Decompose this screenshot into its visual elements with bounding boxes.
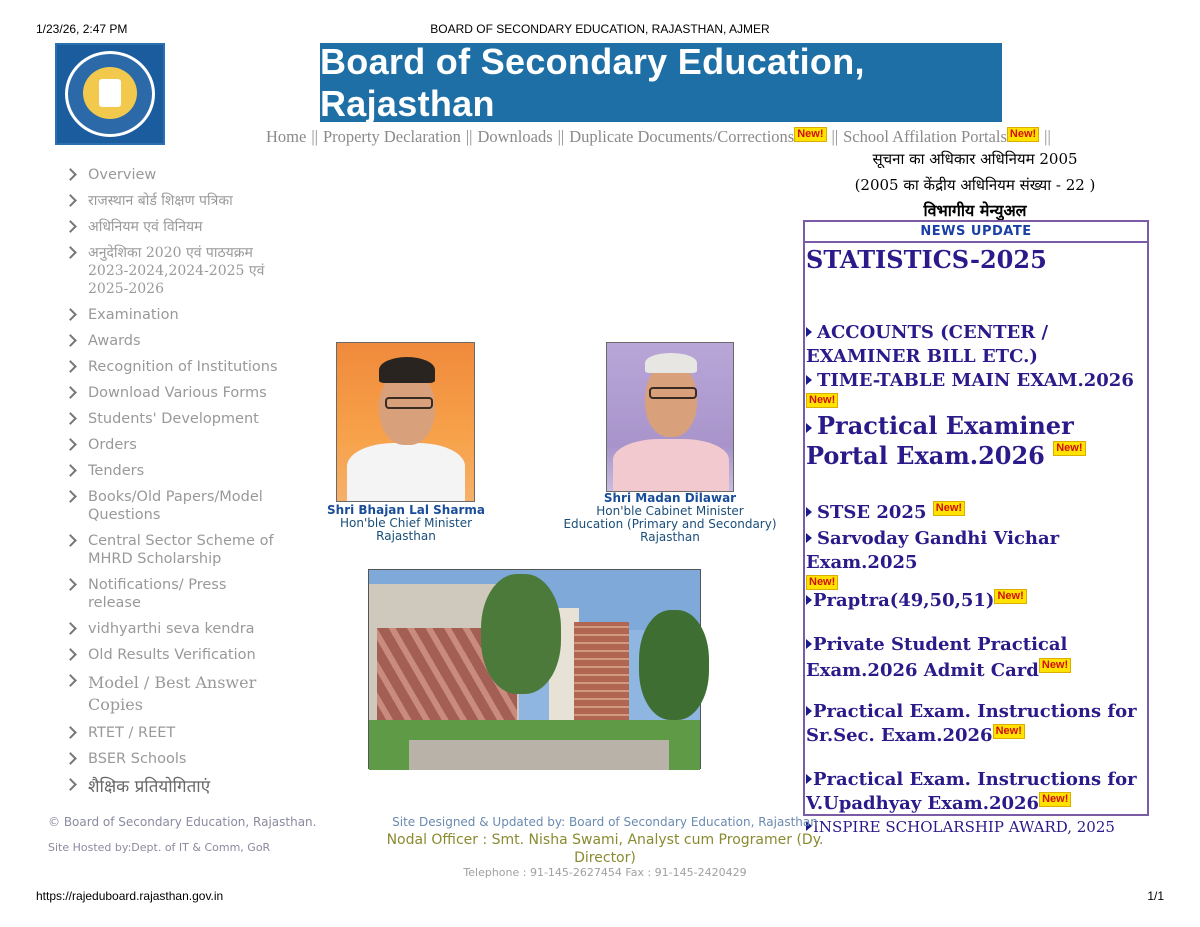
news-item[interactable] — [806, 321, 1145, 369]
sidebar-item-rtet-reet[interactable] — [66, 724, 281, 742]
sidebar-item-recognition[interactable] — [66, 358, 281, 376]
chevron-right-icon — [66, 578, 74, 590]
sidebar-item-shikshan-patrika[interactable] — [66, 192, 281, 210]
site-banner — [320, 40, 1002, 124]
chevron-right-icon — [66, 726, 74, 738]
bser-logo[interactable] — [55, 43, 165, 145]
rti-notice — [820, 146, 1130, 224]
person-place: Rajasthan — [640, 530, 700, 544]
sidebar-item-notifications[interactable] — [66, 576, 281, 612]
nav-separator: || — [831, 127, 839, 146]
person-place: Rajasthan — [376, 529, 436, 543]
sidebar-item-results-verification[interactable] — [66, 646, 281, 664]
rti-line-2: (2005 का केंद्रीय अधिनियम संख्या - 22 ) — [854, 176, 1096, 194]
sidebar-item-label: Students' Development — [88, 411, 259, 427]
photo-tree — [639, 610, 709, 720]
news-item[interactable] — [806, 589, 1145, 613]
chevron-right-icon — [66, 648, 74, 660]
triangle-right-icon — [806, 533, 812, 543]
sidebar-item-label: Books/Old Papers/Model Questions — [88, 489, 263, 523]
news-praptra-link[interactable]: Praptra(49,50,51) — [813, 590, 995, 611]
triangle-right-icon — [806, 375, 812, 385]
logo-mark — [99, 79, 121, 107]
photo-road — [409, 740, 669, 770]
sidebar-item-examination[interactable] — [66, 306, 281, 324]
banner-title: Board of Secondary Education, Rajasthan — [320, 40, 865, 124]
sidebar-item-label: Overview — [88, 167, 157, 183]
sidebar-item-awards[interactable] — [66, 332, 281, 350]
photo-building-block — [574, 622, 629, 722]
chevron-right-icon — [66, 412, 74, 424]
news-item[interactable] — [806, 369, 1145, 417]
top-navigation — [266, 127, 1126, 147]
footer-designed: Site Designed & Updated by: Board of Secondary Education, Rajasthan — [392, 815, 818, 829]
sidebar-item-old-papers[interactable] — [66, 488, 281, 524]
person-dept: Education (Primary and Secondary) — [563, 517, 777, 531]
sidebar-item-label: Tenders — [88, 463, 145, 479]
chevron-right-icon — [66, 246, 74, 258]
news-statistics-link[interactable]: STATISTICS-2025 — [806, 245, 1047, 274]
news-stse-link[interactable]: STSE 2025 — [817, 502, 927, 523]
chief-minister-photo — [336, 342, 475, 502]
new-badge: New! — [1039, 792, 1071, 807]
news-accounts-link[interactable]: ACCOUNTS (CENTER / EXAMINER BILL ETC.) — [806, 322, 1049, 367]
rti-line-1: सूचना का अधिकार अधिनियम 2005 — [872, 150, 1078, 168]
sidebar-item-label: vidhyarthi seva kendra — [88, 621, 255, 637]
sidebar-item-label: शैक्षिक प्रतियोगिताएं — [88, 777, 211, 797]
sidebar-item-tenders[interactable] — [66, 462, 281, 480]
news-sarvoday-link[interactable]: Sarvoday Gandhi Vichar Exam.2025 — [806, 528, 1060, 573]
chevron-right-icon — [66, 386, 74, 398]
sidebar-item-label: Model / Best Answer Copies — [88, 673, 257, 714]
photo-glasses — [649, 387, 697, 399]
print-url: https://rajeduboard.rajasthan.gov.in — [36, 889, 224, 903]
news-practical-portal-link[interactable]: Practical Examiner Portal Exam.2026 — [806, 411, 1074, 470]
new-badge: New! — [993, 724, 1025, 739]
footer-copyright: © Board of Secondary Education, Rajasthan. — [48, 815, 317, 829]
footer-nodal-officer: Nodal Officer : Smt. Nisha Swami, Analyst cum Programer (Dy. Director) — [386, 832, 824, 866]
sidebar-item-anudeshika[interactable] — [66, 244, 281, 298]
chevron-right-icon — [66, 752, 74, 764]
chevron-right-icon — [66, 334, 74, 346]
sidebar-item-label: Examination — [88, 307, 179, 323]
news-list[interactable] — [805, 243, 1147, 836]
photo-shirt — [613, 439, 729, 491]
new-badge: New! — [794, 127, 826, 142]
news-item[interactable] — [806, 501, 1145, 525]
triangle-right-icon — [806, 595, 812, 605]
photo-hair — [645, 353, 697, 373]
news-update-box — [803, 220, 1149, 836]
triangle-right-icon — [806, 706, 812, 716]
education-minister-caption — [560, 492, 780, 544]
sidebar-item-label: Recognition of Institutions — [88, 359, 278, 375]
footer-telephone: Telephone : 91-145-2627454 Fax : 91-145-2420429 — [463, 866, 747, 879]
print-datetime: 1/23/26, 2:47 PM — [36, 22, 128, 36]
new-badge: New! — [1053, 441, 1085, 456]
news-item[interactable] — [806, 411, 1145, 471]
news-update-header: NEWS UPDATE — [805, 222, 1147, 243]
person-title: Hon'ble Chief Minister — [339, 516, 473, 530]
sidebar-item-answer-copies[interactable] — [66, 672, 281, 716]
chevron-right-icon — [66, 360, 74, 372]
sidebar-item-mhrd-scholarship[interactable] — [66, 532, 281, 568]
photo-hair — [379, 357, 435, 383]
sidebar-item-label: Central Sector Scheme of MHRD Scholarship — [88, 533, 274, 567]
education-minister-photo — [606, 342, 734, 492]
chief-minister-caption — [326, 504, 486, 543]
sidebar-item-label: RTET / REET — [88, 725, 176, 741]
print-title: BOARD OF SECONDARY EDUCATION, RAJASTHAN, AJMER — [430, 22, 770, 36]
sidebar-item-competitions[interactable] — [66, 776, 281, 798]
photo-shirt — [347, 443, 465, 501]
chevron-right-icon — [66, 778, 74, 790]
sidebar-item-label: राजस्थान बोर्ड शिक्षण पत्रिका — [88, 193, 233, 209]
sidebar-item-bser-schools[interactable] — [66, 750, 281, 768]
print-page-number: 1/1 — [1147, 889, 1164, 903]
news-item[interactable] — [806, 632, 1145, 684]
news-instructions-vu-link[interactable]: Practical Exam. Instructions for V.Upadhyay Exam.2026 — [806, 769, 1137, 814]
sidebar-item-download-forms[interactable] — [66, 384, 281, 402]
new-badge: New! — [1039, 658, 1071, 673]
news-item[interactable] — [806, 700, 1145, 748]
news-private-practical-link[interactable]: Private Student Practical Exam.2026 Admit Card — [806, 634, 1068, 681]
photo-glasses — [385, 397, 433, 409]
chevron-right-icon — [66, 194, 74, 206]
print-footer — [36, 889, 1164, 905]
new-badge: New! — [806, 575, 838, 590]
board-building-photo — [368, 569, 701, 769]
chevron-right-icon — [66, 674, 74, 686]
chevron-right-icon — [66, 438, 74, 450]
sidebar-item-label: BSER Schools — [88, 751, 187, 767]
nav-separator: || — [311, 127, 318, 146]
rti-departmental-manual-link[interactable]: विभागीय मेन्युअल — [923, 201, 1027, 220]
sidebar-item-label: Old Results Verification — [88, 647, 256, 663]
nav-home-link[interactable]: Home — [266, 127, 307, 146]
nav-separator: || — [1044, 127, 1051, 146]
person-name: Shri Madan Dilawar — [603, 491, 737, 505]
new-badge: New! — [806, 393, 838, 408]
sidebar-item-label: अनुदेशिका 2020 एवं पाठयक्रम 2023-2024,2024-2025 एवं 2025-2026 — [88, 245, 265, 297]
chevron-right-icon — [66, 490, 74, 502]
nav-property-declaration-link[interactable]: Property Declaration — [322, 127, 461, 146]
chevron-right-icon — [66, 622, 74, 634]
chevron-right-icon — [66, 220, 74, 232]
nav-duplicate-documents-link[interactable]: Duplicate Documents/Corrections — [569, 127, 795, 146]
chevron-right-icon — [66, 168, 74, 180]
triangle-right-icon — [806, 639, 812, 649]
new-badge: New! — [933, 501, 965, 516]
nav-affiliation-portals-link[interactable]: School Affilation Portals — [843, 127, 1007, 146]
new-badge: New! — [994, 589, 1026, 604]
news-inspire-link[interactable]: INSPIRE SCHOLARSHIP AWARD, 2025 — [813, 818, 1115, 836]
nav-separator: || — [557, 127, 565, 146]
nav-downloads-link[interactable]: Downloads — [477, 127, 553, 146]
news-item[interactable] — [806, 768, 1145, 816]
print-header — [36, 22, 1164, 38]
footer-hosted: Site Hosted by:Dept. of IT & Comm, GoR — [48, 841, 271, 854]
person-title: Hon'ble Cabinet Minister — [596, 504, 744, 518]
nav-separator: || — [465, 127, 473, 146]
sidebar-item-label: Orders — [88, 437, 137, 453]
sidebar-item-label: Notifications/ Press release — [88, 577, 227, 611]
news-instructions-sr-link[interactable]: Practical Exam. Instructions for Sr.Sec. Exam.2026 — [806, 701, 1137, 746]
sidebar-item-label: Download Various Forms — [88, 385, 267, 401]
sidebar-item-label: अधिनियम एवं विनियम — [88, 219, 203, 235]
news-timetable-link[interactable]: TIME-TABLE MAIN EXAM.2026 — [817, 370, 1134, 391]
photo-tree — [481, 574, 561, 694]
sidebar-item-adhiniyam[interactable] — [66, 218, 281, 236]
new-badge: New! — [1007, 127, 1039, 142]
sidebar-item-label: Awards — [88, 333, 141, 349]
triangle-right-icon — [806, 327, 812, 337]
person-name: Shri Bhajan Lal Sharma — [327, 503, 485, 517]
news-item[interactable] — [806, 817, 1145, 837]
triangle-right-icon — [806, 507, 812, 517]
sidebar-item-students-development[interactable] — [66, 410, 281, 428]
chevron-right-icon — [66, 464, 74, 476]
sidebar-item-orders[interactable] — [66, 436, 281, 454]
sidebar-item-seva-kendra[interactable] — [66, 620, 281, 638]
triangle-right-icon — [806, 774, 812, 784]
triangle-right-icon — [806, 423, 812, 433]
sidebar-menu — [66, 166, 281, 806]
sidebar-item-overview[interactable] — [66, 166, 281, 184]
chevron-right-icon — [66, 534, 74, 546]
chevron-right-icon — [66, 308, 74, 320]
